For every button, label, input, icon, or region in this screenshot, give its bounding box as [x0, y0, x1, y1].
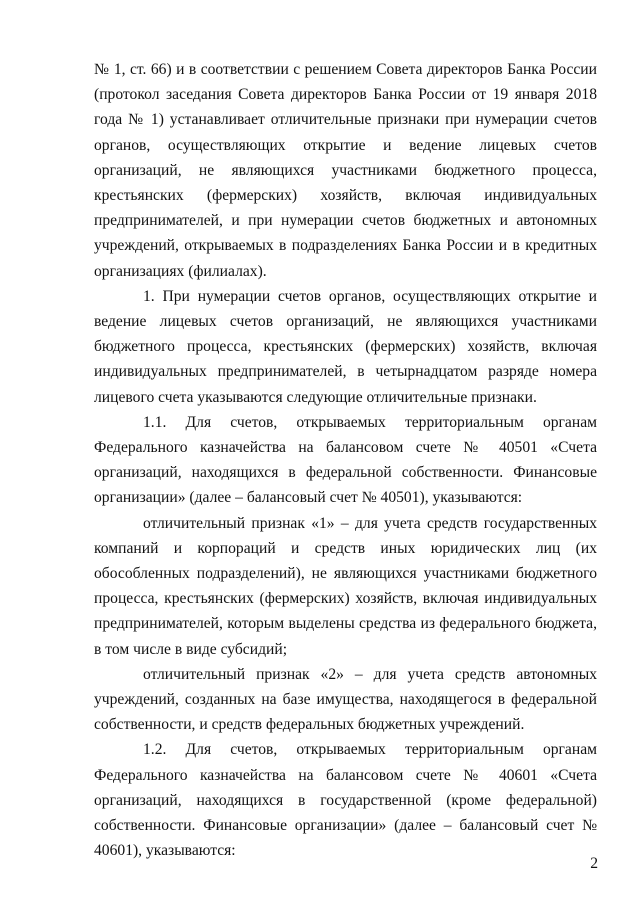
paragraph-item-1-2: 1.2. Для счетов, открываемых территориальным органам Федерального казначейства на балансовом счете № 40601 «Счета организаций, находящихся в государственной (кроме федеральной) собственности. Финансовые организации» (далее – балансовый счет № 40601), указываются: — [94, 741, 597, 860]
document-body — [94, 57, 597, 864]
paragraph-item-1: 1. При нумерации счетов органов, осуществляющих открытие и ведение лицевых счетов организаций, не являющихся участниками бюджетного процесса, крестьянских (фермерских) хозяйств, включая индивидуальных предпринимателей, в четырнадцатом разряде номера лицевого счета указываются следующие отличительные признаки. — [94, 287, 597, 406]
paragraph-preamble: № 1, ст. 66) и в соответствии с решением Совета директоров Банка России (протокол заседания Совета директоров Банка России от 19 января 2018 года № 1) устанавливает отличительные признаки при нумерации счетов органов, осуществляющих открытие и ведение лицевых счетов организаций, не являющихся участниками бюджетного процесса, крестьянских (фермерских) хозяйств, включая индивидуальных предпринимателей, и при нумерации счетов бюджетных и автономных учреждений, открываемых в подразделениях Банка России и в кредитных организациях (филиалах). — [94, 61, 597, 280]
page-number: 2 — [590, 855, 598, 872]
paragraph-feature-2: отличительный признак «2» – для учета средств автономных учреждений, созданных на базе имущества, находящегося в федеральной собственности, и средств федеральных бюджетных учреждений. — [94, 665, 597, 734]
paragraph-feature-1: отличительный признак «1» – для учета средств государственных компаний и корпораций и средств иных юридических лиц (их обособленных подразделений), не являющихся участниками бюджетного процесса, крестьянских (фермерских) хозяйств, включая индивидуальных предпринимателей, которым выделены средства из федерального бюджета, в том числе в виде субсидий; — [94, 514, 597, 658]
paragraph-item-1-1: 1.1. Для счетов, открываемых территориальным органам Федерального казначейства на балансовом счете № 40501 «Счета организаций, находящихся в федеральной собственности. Финансовые организации» (далее – балансовый счет № 40501), указываются: — [94, 413, 597, 507]
